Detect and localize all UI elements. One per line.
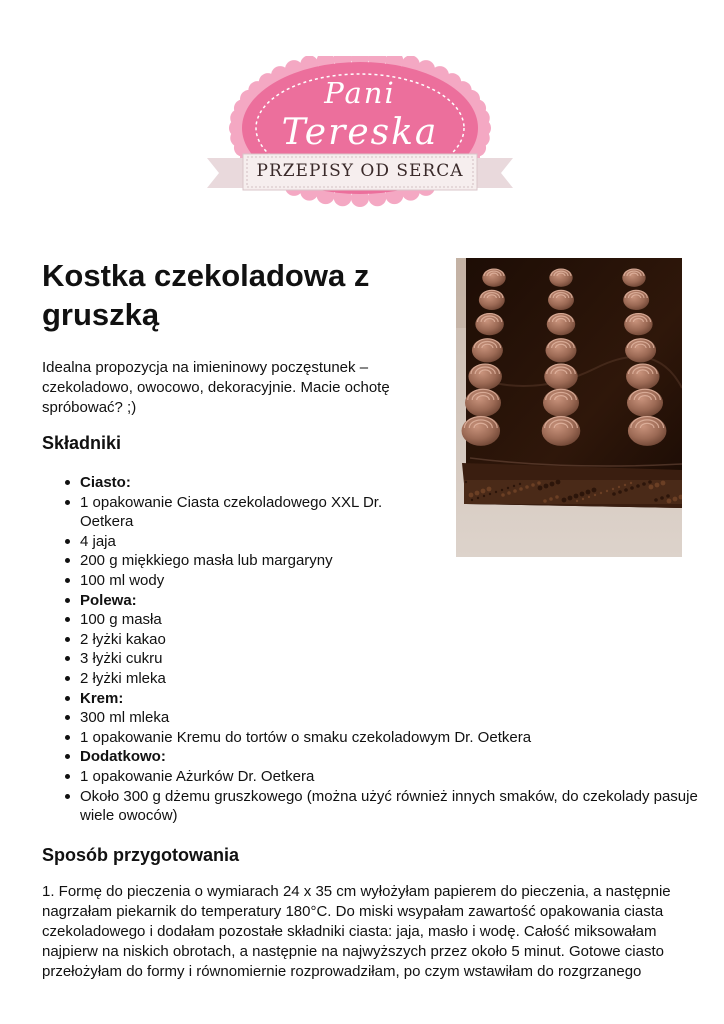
list-item: 2 łyżki kakao xyxy=(80,630,720,650)
list-item: Polewa: xyxy=(80,591,720,611)
preparation-step: 1. Formę do pieczenia o wymiarach 24 x 35 cm wyłożyłam papierem do pieczenia, a następnie nagrzałam piekarnik do temperatury 180°C. Do miski wsypałam zawartość opakowania ciasta czekoladowego i dodałam pozostałe składniki ciasta: jaja, masło i wodę. Całość miksowałam najpierw na niskich obrotach, a następnie na najwyższych przez około 5 minut. Gotowe ciasto przełożyłam do formy i równomiernie rozprowadziłam, po czym wstawiłam do rozgrzanego xyxy=(42,883,671,980)
preparation-heading: Sposób przygotowania xyxy=(42,845,240,865)
list-item: 1 opakowanie Ażurków Dr. Oetkera xyxy=(80,767,720,787)
list-item: 3 łyżki cukru xyxy=(80,649,720,669)
list-item: 100 ml wody xyxy=(80,571,720,591)
list-item: 1 opakowanie Ciasta czekoladowego XXL Dr. Oetkera xyxy=(80,493,400,532)
list-item: 300 ml mleka xyxy=(80,708,720,728)
recipe-intro: Idealna propozycja na imieninowy poczęstunek – czekoladowo, owocowo, dekoracyjnie. Macie ochotę spróbować? ;) xyxy=(42,359,390,416)
list-item: Ciasto: xyxy=(80,473,720,493)
recipe-title: Kostka czekoladowa z gruszką xyxy=(42,258,370,332)
ingredients-list xyxy=(42,473,720,826)
logo-tagline: PRZEPISY OD SERCA xyxy=(256,161,464,181)
list-item: Dodatkowo: xyxy=(80,747,720,767)
list-item: Około 300 g dżemu gruszkowego (można użyć również innych smaków, do czekolady pasuje wiele owoców) xyxy=(80,787,720,826)
logo-name-line1: Pani xyxy=(324,76,396,110)
list-item: 4 jaja xyxy=(80,532,720,552)
list-item: Krem: xyxy=(80,689,720,709)
logo-name-line2: Tereska xyxy=(281,112,439,153)
ingredients-heading: Składniki xyxy=(42,433,122,453)
site-logo[interactable] xyxy=(205,56,515,218)
list-item: 2 łyżki mleka xyxy=(80,669,720,689)
list-item: 100 g masła xyxy=(80,610,720,630)
list-item: 1 opakowanie Kremu do tortów o smaku czekoladowym Dr. Oetkera xyxy=(80,728,720,748)
list-item: 200 g miękkiego masła lub margaryny xyxy=(80,551,720,571)
